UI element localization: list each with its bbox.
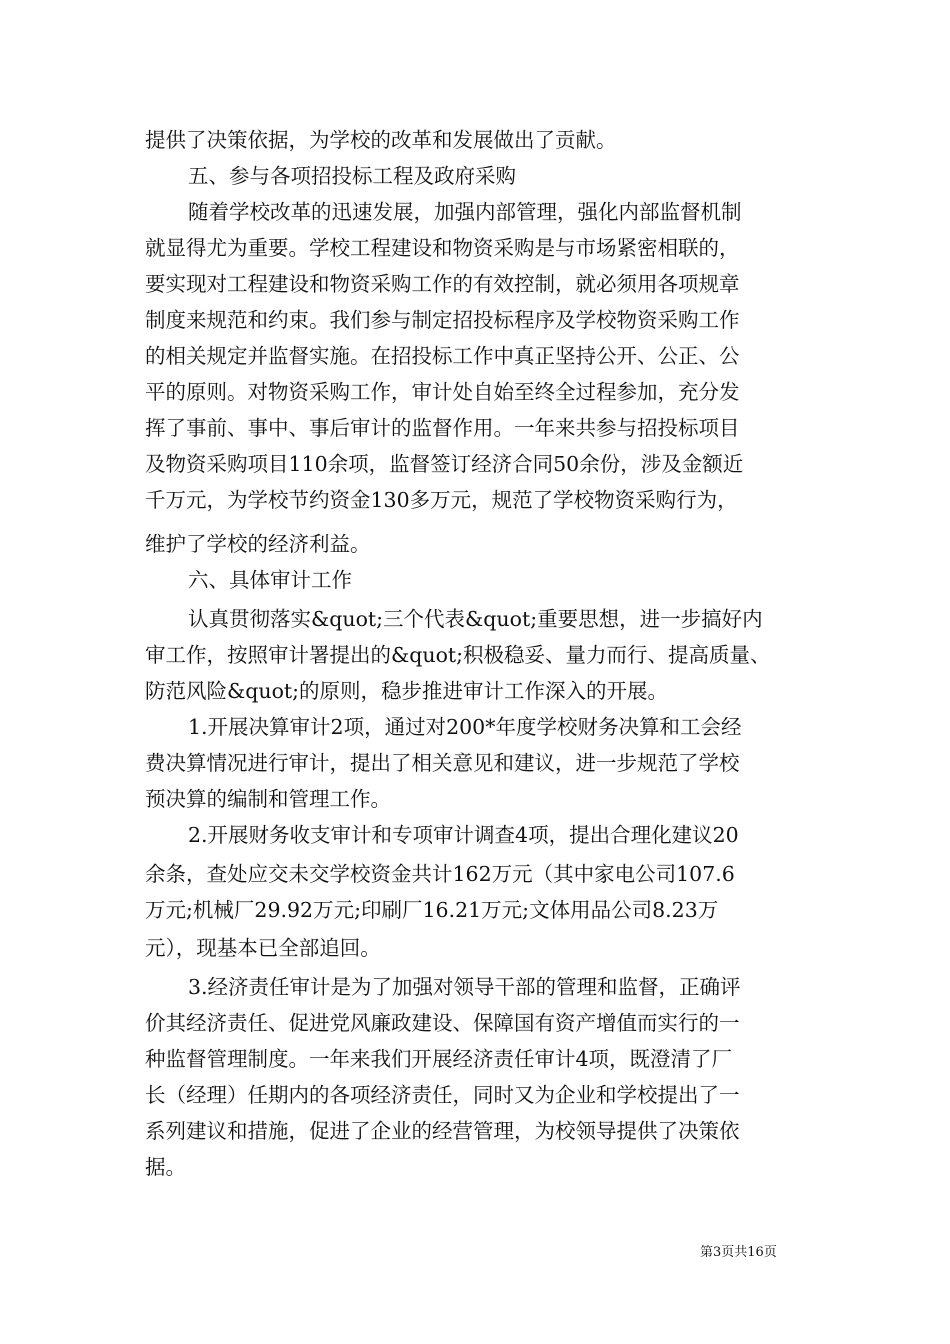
text-line: 万元;机械厂29.92万元;印刷厂16.21万元;文体用品公司8.23万 [145, 898, 719, 922]
text-line: 据。 [145, 1155, 186, 1179]
text-line: 的相关规定并监督实施。在招投标工作中真正坚持公开、公正、公 [145, 344, 740, 368]
section-heading: 五、参与各项招投标工程及政府采购 [188, 164, 516, 188]
text-line: 提供了决策依据，为学校的改革和发展做出了贡献。 [145, 128, 617, 152]
text-line: 价其经济责任、促进党风廉政建设、保障国有资产增值而实行的一 [145, 1011, 740, 1035]
text-line: 就显得尤为重要。学校工程建设和物资采购是与市场紧密相联的， [145, 236, 740, 260]
text-line: 长（经理）任期内的各项经济责任，同时又为企业和学校提出了一 [145, 1083, 740, 1107]
text-line: 3.经济责任审计是为了加强对领导干部的管理和监督，正确评 [188, 975, 741, 999]
text-line: 千万元，为学校节约资金130多万元，规范了学校物资采购行为， [145, 488, 738, 512]
page-number: 第3页共16页 [700, 1245, 777, 1260]
text-line: 制度来规范和约束。我们参与制定招投标程序及学校物资采购工作 [145, 308, 740, 332]
text-line: 平的原则。对物资采购工作，审计处自始至终全过程参加，充分发 [145, 380, 740, 404]
text-line: 2.开展财务收支审计和专项审计调查4项，提出合理化建议20 [188, 823, 739, 847]
text-line: 挥了事前、事中、事后审计的监督作用。一年来共参与招投标项目 [145, 416, 740, 440]
text-line: 防范风险&quot;的原则，稳步推进审计工作深入的开展。 [145, 679, 669, 703]
text-line: 1.开展决算审计2项，通过对200*年度学校财务决算和工会经 [188, 715, 742, 739]
text-line: 要实现对工程建设和物资采购工作的有效控制，就必须用各项规章 [145, 272, 740, 296]
text-line: 费决算情况进行审计，提出了相关意见和建议，进一步规范了学校 [145, 751, 740, 775]
text-line: 及物资采购项目110余项，监督签订经济合同50余份，涉及金额近 [145, 452, 744, 476]
text-line: 维护了学校的经济利益。 [145, 532, 371, 556]
text-line: 预决算的编制和管理工作。 [145, 787, 391, 811]
text-line: 种监督管理制度。一年来我们开展经济责任审计4项，既澄清了厂 [145, 1047, 733, 1071]
text-line: 系列建议和措施，促进了企业的经营管理，为校领导提供了决策依 [145, 1119, 740, 1143]
text-line: 随着学校改革的迅速发展，加强内部管理，强化内部监督机制 [188, 200, 742, 224]
text-line: 元），现基本已全部追回。 [145, 936, 381, 960]
text-line: 认真贯彻落实&quot;三个代表&quot;重要思想，进一步搞好内 [188, 607, 763, 631]
text-line: 余条，查处应交未交学校资金共计162万元（其中家电公司107.6 [145, 862, 735, 886]
section-heading: 六、具体审计工作 [188, 568, 352, 592]
text-line: 审工作，按照审计署提出的&quot;积极稳妥、量力而行、提高质量、 [145, 643, 771, 667]
